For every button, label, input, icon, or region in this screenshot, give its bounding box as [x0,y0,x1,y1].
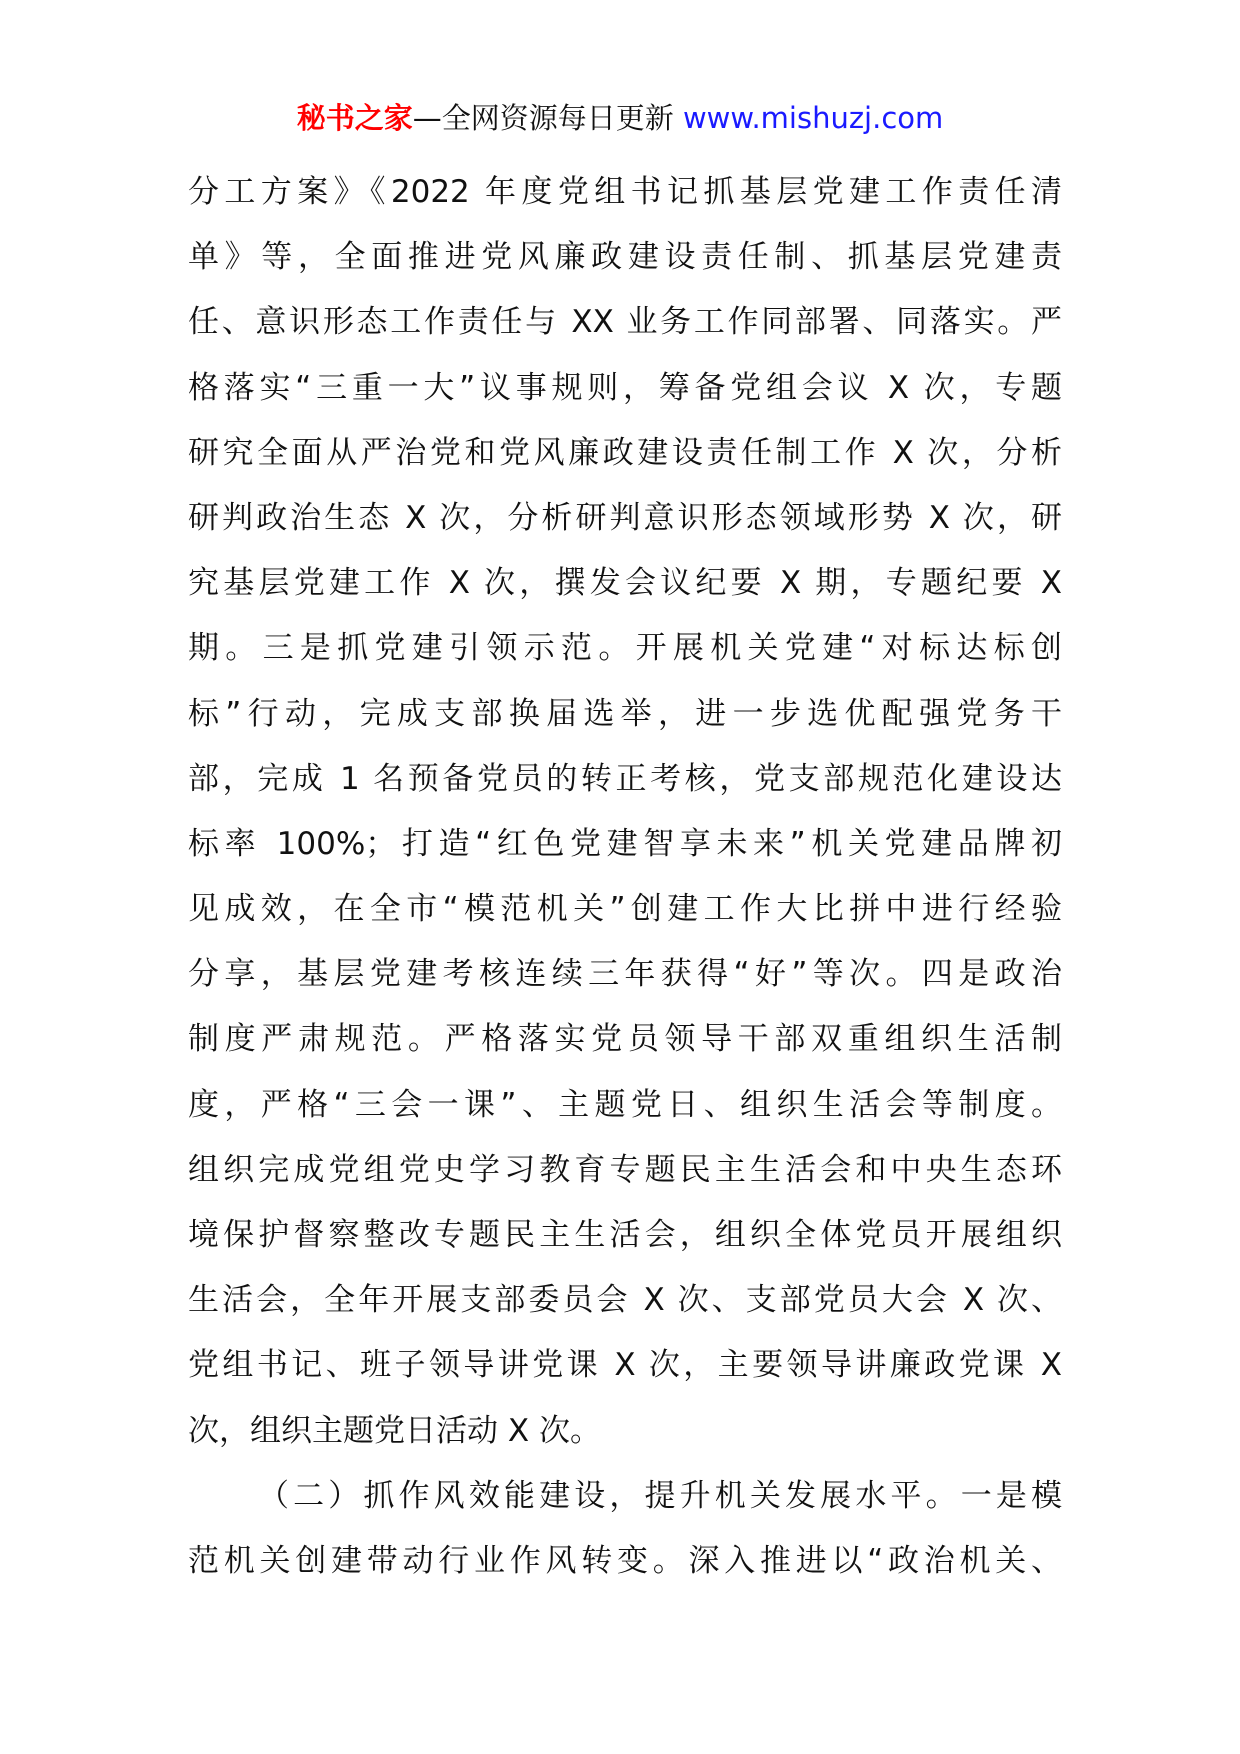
text-line: 标率 100%；打造“红色党建智享未来”机关党建品牌初 [188,825,1062,862]
text-line: 生活会，全年开展支部委员会 X 次、支部党员大会 X 次、 [188,1282,1062,1319]
text-line: 部，完成 1 名预备党员的转正考核，党支部规范化建设达 [188,760,1062,797]
text-line: 范机关创建带动行业作风转变。深入推进以“政治机关、 [188,1542,1062,1579]
body-text [188,160,1062,1594]
text-line: 单》等，全面推进党风廉政建设责任制、抓基层党建责 [188,239,1062,276]
text-line: 研判政治生态 X 次，分析研判意识形态领域形势 X 次，研 [188,499,1062,536]
text-line: 标”行动，完成支部换届选举，进一步选优配强党务干 [188,695,1062,732]
text-line: 见成效，在全市“模范机关”创建工作大比拼中进行经验 [188,891,1062,928]
page-header [0,98,1240,138]
text-line: 期。三是抓党建引领示范。开展机关党建“对标达标创 [188,630,1062,667]
section-heading-line: （二）抓作风效能建设，提升机关发展水平。一是模 [258,1477,1062,1514]
text-line: 制度严肃规范。严格落实党员领导干部双重组织生活制 [188,1021,1062,1058]
text-line: 分享，基层党建考核连续三年获得“好”等次。四是政治 [188,956,1062,993]
site-url-link[interactable]: www.mishuzj.com [682,101,944,135]
text-line: 任、意识形态工作责任与 XX 业务工作同部署、同落实。严 [188,304,1062,341]
header-tagline: —全网资源每日更新 [412,101,674,135]
text-line: 究基层党建工作 X 次，撰发会议纪要 X 期，专题纪要 X [188,565,1062,602]
text-line: 境保护督察整改专题民主生活会，组织全体党员开展组织 [188,1217,1062,1253]
text-line: 次，组织主题党日活动 X 次。 [188,1412,601,1449]
text-line: 格落实“三重一大”议事规则，筹备党组会议 X 次，专题 [188,369,1062,406]
brand-name: 秘书之家 [296,101,413,135]
text-line: 度，严格“三会一课”、主题党日、组织生活会等制度。 [188,1086,1062,1123]
text-line: 党组书记、班子领导讲党课 X 次，主要领导讲廉政党课 X [188,1347,1062,1384]
text-line: 研究全面从严治党和党风廉政建设责任制工作 X 次，分析 [188,434,1062,471]
text-line: 分工方案》《2022 年度党组书记抓基层党建工作责任清 [188,174,1062,210]
text-line: 组织完成党组党史学习教育专题民主生活会和中央生态环 [188,1151,1062,1188]
